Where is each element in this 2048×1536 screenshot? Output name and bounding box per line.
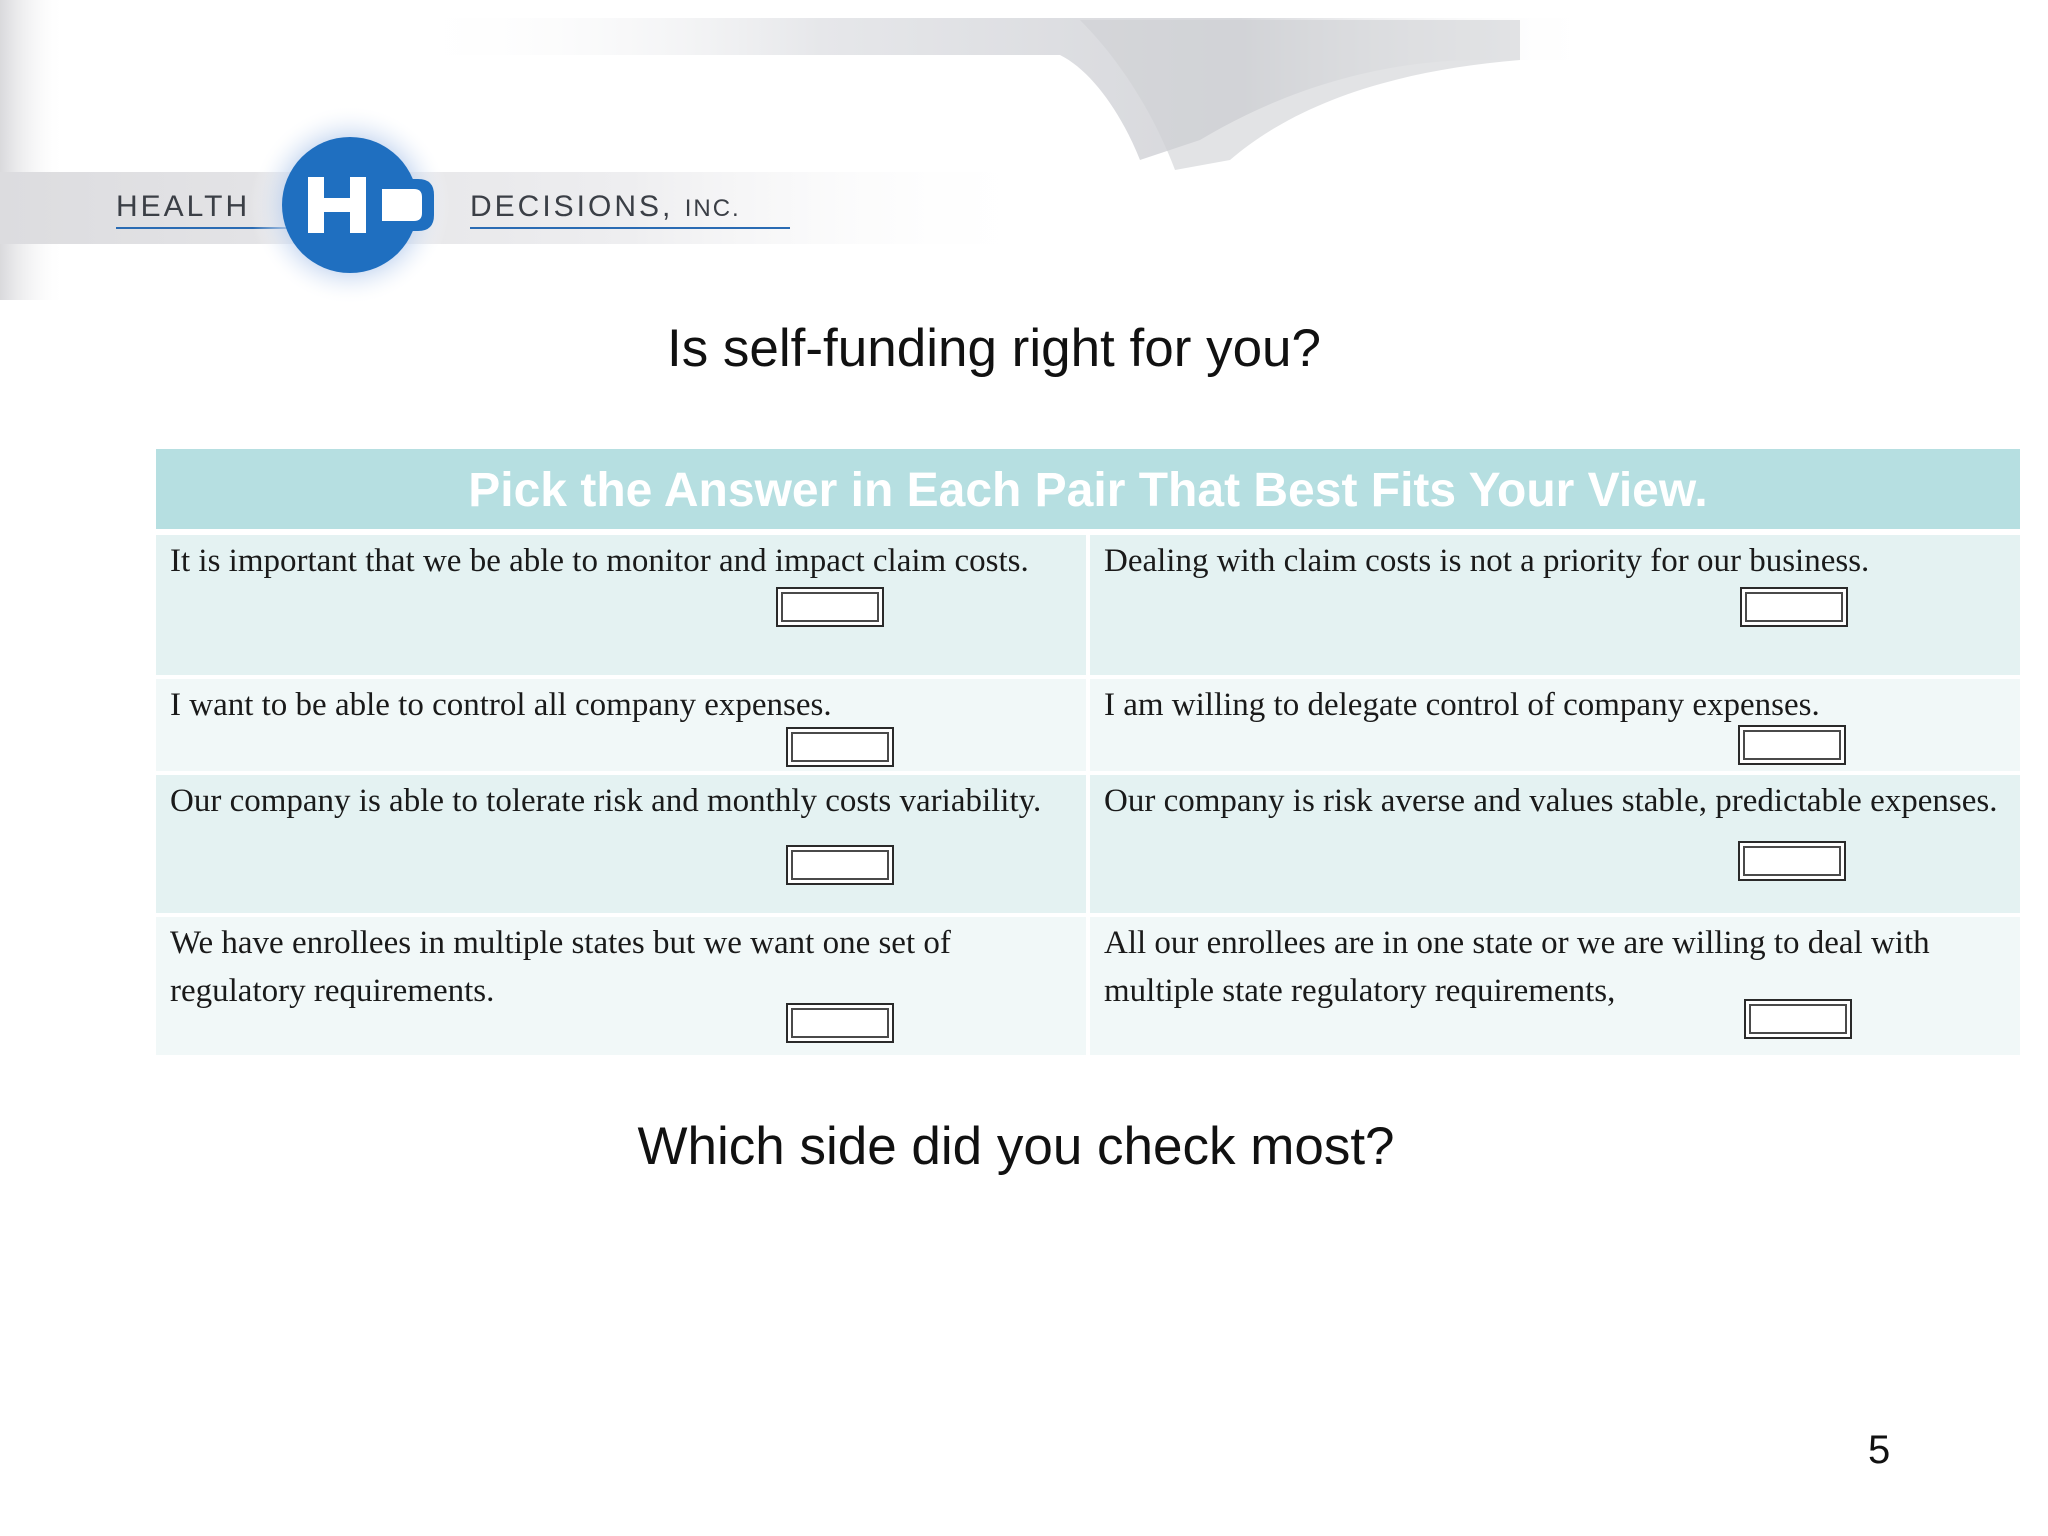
option-checkbox[interactable] <box>776 587 884 627</box>
company-logo <box>110 105 800 310</box>
survey-option-right <box>1090 917 2020 1055</box>
survey-option-right <box>1090 775 2020 913</box>
option-checkbox[interactable] <box>1744 999 1852 1039</box>
logo-decisions-text: DECISIONS, <box>470 190 674 223</box>
survey-option-right <box>1090 535 2020 675</box>
logo-word-health: HEALTH <box>116 190 251 223</box>
option-text: It is important that we be able to monitor and impact claim costs. <box>170 543 1029 579</box>
survey-option-left <box>156 535 1086 675</box>
option-text: All our enrollees are in one state or we are willing to deal with multiple state regulatory requirements, <box>1104 925 1930 1009</box>
survey-row <box>156 679 2020 771</box>
survey-header: Pick the Answer in Each Pair That Best Fits Your View. <box>156 449 2020 529</box>
page-number: 5 <box>1868 1428 1891 1472</box>
survey-row <box>156 535 2020 675</box>
option-text: I am willing to delegate control of company expenses. <box>1104 687 1820 723</box>
option-text: Our company is risk averse and values stable, predictable expenses. <box>1104 783 1998 819</box>
survey-row <box>156 917 2020 1055</box>
logo-word-decisions <box>470 190 741 224</box>
survey-row <box>156 775 2020 913</box>
logo-inc-text: INC. <box>684 195 741 222</box>
survey-table <box>156 449 2020 1055</box>
option-text: I want to be able to control all company expenses. <box>170 687 832 723</box>
option-text: We have enrollees in multiple states but we want one set of regulatory requirements. <box>170 925 951 1009</box>
option-checkbox[interactable] <box>1738 725 1846 765</box>
survey-option-left <box>156 775 1086 913</box>
option-text: Our company is able to tolerate risk and monthly costs variability. <box>170 783 1042 819</box>
option-checkbox[interactable] <box>786 845 894 885</box>
survey-option-right <box>1090 679 2020 771</box>
option-checkbox[interactable] <box>1738 841 1846 881</box>
option-text: Dealing with claim costs is not a priority for our business. <box>1104 543 1870 579</box>
survey-option-left <box>156 679 1086 771</box>
option-checkbox[interactable] <box>786 1003 894 1043</box>
hd-logo-icon <box>250 105 450 305</box>
option-checkbox[interactable] <box>1740 587 1848 627</box>
closing-question: Which side did you check most? <box>637 1117 1395 1176</box>
survey-option-left <box>156 917 1086 1055</box>
option-checkbox[interactable] <box>786 727 894 767</box>
slide-title: Is self-funding right for you? <box>666 319 1321 378</box>
logo-underline-right <box>470 227 790 229</box>
